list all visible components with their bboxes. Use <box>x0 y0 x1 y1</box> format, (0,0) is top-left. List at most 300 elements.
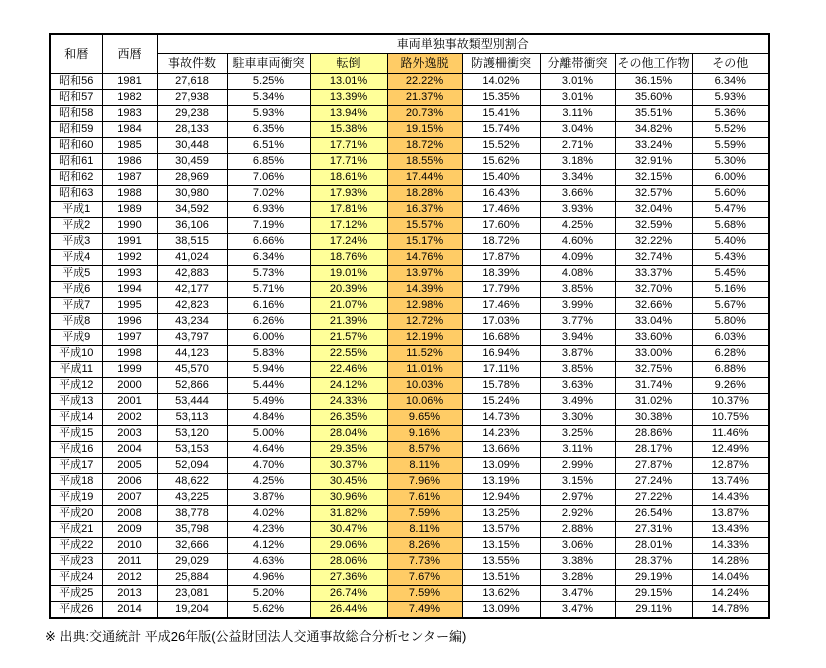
table-row <box>50 106 769 122</box>
table-cell: 5.94% <box>227 362 310 378</box>
table-cell: 32,666 <box>157 538 227 554</box>
table-cell: 5.93% <box>227 106 310 122</box>
table-cell: 17.12% <box>310 218 387 234</box>
header-row-columns <box>50 54 769 74</box>
table-cell: 15.78% <box>462 378 540 394</box>
table-cell: 18.55% <box>387 154 462 170</box>
table-cell: 7.67% <box>387 570 462 586</box>
table-cell: 平成7 <box>50 298 102 314</box>
table-cell: 27.24% <box>615 474 692 490</box>
table-cell: 平成5 <box>50 266 102 282</box>
table-cell: 昭和57 <box>50 90 102 106</box>
table-cell: 42,823 <box>157 298 227 314</box>
table-cell: 8.11% <box>387 522 462 538</box>
table-cell: 27,938 <box>157 90 227 106</box>
table-cell: 5.45% <box>692 266 769 282</box>
table-cell: 6.00% <box>692 170 769 186</box>
table-cell: 52,094 <box>157 458 227 474</box>
table-cell: 1994 <box>102 282 157 298</box>
table-cell: 18.39% <box>462 266 540 282</box>
table-row <box>50 410 769 426</box>
table-cell: 6.85% <box>227 154 310 170</box>
table-row <box>50 266 769 282</box>
table-cell: 3.66% <box>540 186 615 202</box>
table-cell: 5.36% <box>692 106 769 122</box>
table-cell: 平成23 <box>50 554 102 570</box>
table-cell: 28.37% <box>615 554 692 570</box>
table-cell: 1997 <box>102 330 157 346</box>
col-header-other-structures: その他工作物 <box>615 54 692 74</box>
table-cell: 13.09% <box>462 602 540 619</box>
table-row <box>50 330 769 346</box>
table-cell: 3.11% <box>540 442 615 458</box>
table-cell: 11.46% <box>692 426 769 442</box>
table-cell: 14.73% <box>462 410 540 426</box>
table-cell: 15.41% <box>462 106 540 122</box>
table-cell: 5.47% <box>692 202 769 218</box>
table-cell: 3.01% <box>540 74 615 90</box>
table-cell: 13.25% <box>462 506 540 522</box>
table-cell: 3.06% <box>540 538 615 554</box>
table-cell: 昭和58 <box>50 106 102 122</box>
table-cell: 13.87% <box>692 506 769 522</box>
table-cell: 5.00% <box>227 426 310 442</box>
table-cell: 14.43% <box>692 490 769 506</box>
table-cell: 5.25% <box>227 74 310 90</box>
table-cell: 平成22 <box>50 538 102 554</box>
table-cell: 20.39% <box>310 282 387 298</box>
table-cell: 18.76% <box>310 250 387 266</box>
table-cell: 5.49% <box>227 394 310 410</box>
table-cell: 2.97% <box>540 490 615 506</box>
table-row <box>50 218 769 234</box>
table-cell: 昭和60 <box>50 138 102 154</box>
table-cell: 27.22% <box>615 490 692 506</box>
table-cell: 4.63% <box>227 554 310 570</box>
table-cell: 4.09% <box>540 250 615 266</box>
table-cell: 10.06% <box>387 394 462 410</box>
table-cell: 28.86% <box>615 426 692 442</box>
table-cell: 5.68% <box>692 218 769 234</box>
table-cell: 平成19 <box>50 490 102 506</box>
table-cell: 1983 <box>102 106 157 122</box>
table-row <box>50 378 769 394</box>
table-row <box>50 202 769 218</box>
table-cell: 15.17% <box>387 234 462 250</box>
table-cell: 29.35% <box>310 442 387 458</box>
table-row <box>50 554 769 570</box>
table-cell: 昭和59 <box>50 122 102 138</box>
table-cell: 23,081 <box>157 586 227 602</box>
table-cell: 16.68% <box>462 330 540 346</box>
table-cell: 1993 <box>102 266 157 282</box>
table-cell: 35,798 <box>157 522 227 538</box>
table-cell: 1989 <box>102 202 157 218</box>
table-row <box>50 426 769 442</box>
table-cell: 2009 <box>102 522 157 538</box>
table-cell: 30,448 <box>157 138 227 154</box>
table-cell: 3.87% <box>227 490 310 506</box>
header-row-group <box>50 34 769 54</box>
table-cell: 32.70% <box>615 282 692 298</box>
table-cell: 30.37% <box>310 458 387 474</box>
table-cell: 3.01% <box>540 90 615 106</box>
table-cell: 2.71% <box>540 138 615 154</box>
table-cell: 28.06% <box>310 554 387 570</box>
col-header-year: 西暦 <box>102 34 157 74</box>
table-cell: 1986 <box>102 154 157 170</box>
table-row <box>50 234 769 250</box>
table-cell: 7.96% <box>387 474 462 490</box>
table-cell: 4.12% <box>227 538 310 554</box>
table-cell: 13.74% <box>692 474 769 490</box>
table-cell: 5.67% <box>692 298 769 314</box>
table-cell: 27,618 <box>157 74 227 90</box>
table-cell: 12.87% <box>692 458 769 474</box>
table-cell: 7.61% <box>387 490 462 506</box>
table-cell: 6.34% <box>227 250 310 266</box>
table-cell: 12.94% <box>462 490 540 506</box>
table-cell: 昭和62 <box>50 170 102 186</box>
table-cell: 4.02% <box>227 506 310 522</box>
table-cell: 14.76% <box>387 250 462 266</box>
table-cell: 15.52% <box>462 138 540 154</box>
table-cell: 30.96% <box>310 490 387 506</box>
table-cell: 11.52% <box>387 346 462 362</box>
table-cell: 19,204 <box>157 602 227 619</box>
table-cell: 3.87% <box>540 346 615 362</box>
table-cell: 2008 <box>102 506 157 522</box>
table-cell: 33.04% <box>615 314 692 330</box>
table-cell: 1998 <box>102 346 157 362</box>
table-cell: 21.57% <box>310 330 387 346</box>
table-row <box>50 570 769 586</box>
source-note: ※ 出典:交通統計 平成26年版(公益財団法人交通事故総合分析センター編) <box>45 629 467 644</box>
table-cell: 13.51% <box>462 570 540 586</box>
table-cell: 48,622 <box>157 474 227 490</box>
table-cell: 13.39% <box>310 90 387 106</box>
table-cell: 53,113 <box>157 410 227 426</box>
table-cell: 平成4 <box>50 250 102 266</box>
table-row <box>50 522 769 538</box>
table-cell: 14.39% <box>387 282 462 298</box>
table-cell: 2.92% <box>540 506 615 522</box>
table-cell: 5.59% <box>692 138 769 154</box>
table-cell: 7.59% <box>387 506 462 522</box>
table-cell: 3.15% <box>540 474 615 490</box>
table-cell: 1996 <box>102 314 157 330</box>
table-cell: 15.35% <box>462 90 540 106</box>
table-cell: 26.74% <box>310 586 387 602</box>
table-cell: 2014 <box>102 602 157 619</box>
table-cell: 4.64% <box>227 442 310 458</box>
table-cell: 3.93% <box>540 202 615 218</box>
table-cell: 14.02% <box>462 74 540 90</box>
table-row <box>50 538 769 554</box>
accident-type-table <box>49 33 770 619</box>
table-cell: 5.43% <box>692 250 769 266</box>
table-row <box>50 170 769 186</box>
table-cell: 13.66% <box>462 442 540 458</box>
table-cell: 14.24% <box>692 586 769 602</box>
table-cell: 2012 <box>102 570 157 586</box>
col-header-accident-count: 事故件数 <box>157 54 227 74</box>
table-cell: 平成8 <box>50 314 102 330</box>
table-cell: 5.60% <box>692 186 769 202</box>
table-cell: 31.74% <box>615 378 692 394</box>
table-cell: 3.49% <box>540 394 615 410</box>
table-cell: 6.35% <box>227 122 310 138</box>
table-cell: 1987 <box>102 170 157 186</box>
table-cell: 18.28% <box>387 186 462 202</box>
col-header-overturn: 転倒 <box>310 54 387 74</box>
table-cell: 17.71% <box>310 154 387 170</box>
table-row <box>50 138 769 154</box>
table-cell: 15.62% <box>462 154 540 170</box>
table-cell: 1984 <box>102 122 157 138</box>
table-cell: 28,133 <box>157 122 227 138</box>
table-cell: 平成21 <box>50 522 102 538</box>
table-cell: 10.37% <box>692 394 769 410</box>
table-cell: 19.15% <box>387 122 462 138</box>
table-cell: 32.74% <box>615 250 692 266</box>
table-cell: 34.82% <box>615 122 692 138</box>
table-cell: 3.85% <box>540 282 615 298</box>
table-cell: 6.28% <box>692 346 769 362</box>
table-cell: 平成24 <box>50 570 102 586</box>
table-cell: 12.19% <box>387 330 462 346</box>
table-cell: 32.91% <box>615 154 692 170</box>
table-cell: 13.57% <box>462 522 540 538</box>
table-cell: 1981 <box>102 74 157 90</box>
table-cell: 1995 <box>102 298 157 314</box>
table-cell: 平成3 <box>50 234 102 250</box>
table-cell: 17.11% <box>462 362 540 378</box>
table-cell: 20.73% <box>387 106 462 122</box>
table-row <box>50 154 769 170</box>
table-cell: 32.04% <box>615 202 692 218</box>
table-cell: 13.94% <box>310 106 387 122</box>
table-cell: 1988 <box>102 186 157 202</box>
table-cell: 10.03% <box>387 378 462 394</box>
table-cell: 平成17 <box>50 458 102 474</box>
table-cell: 26.54% <box>615 506 692 522</box>
table-cell: 13.15% <box>462 538 540 554</box>
table-cell: 昭和56 <box>50 74 102 90</box>
table-cell: 27.31% <box>615 522 692 538</box>
table-cell: 3.77% <box>540 314 615 330</box>
table-cell: 32.15% <box>615 170 692 186</box>
table-cell: 17.81% <box>310 202 387 218</box>
table-cell: 13.62% <box>462 586 540 602</box>
table-cell: 3.18% <box>540 154 615 170</box>
table-cell: 38,515 <box>157 234 227 250</box>
table-cell: 26.35% <box>310 410 387 426</box>
table-cell: 3.04% <box>540 122 615 138</box>
table-cell: 6.00% <box>227 330 310 346</box>
table-cell: 14.78% <box>692 602 769 619</box>
table-cell: 25,884 <box>157 570 227 586</box>
table-cell: 16.37% <box>387 202 462 218</box>
table-cell: 8.57% <box>387 442 462 458</box>
table-cell: 7.73% <box>387 554 462 570</box>
table-cell: 1999 <box>102 362 157 378</box>
table-cell: 平成10 <box>50 346 102 362</box>
table-cell: 1985 <box>102 138 157 154</box>
table-cell: 10.75% <box>692 410 769 426</box>
table-cell: 6.03% <box>692 330 769 346</box>
table-cell: 4.96% <box>227 570 310 586</box>
table-cell: 52,866 <box>157 378 227 394</box>
table-cell: 平成12 <box>50 378 102 394</box>
table-cell: 30,459 <box>157 154 227 170</box>
table-cell: 35.60% <box>615 90 692 106</box>
table-cell: 7.06% <box>227 170 310 186</box>
table-cell: 12.98% <box>387 298 462 314</box>
table-cell: 44,123 <box>157 346 227 362</box>
table-cell: 30.38% <box>615 410 692 426</box>
table-cell: 7.19% <box>227 218 310 234</box>
table-cell: 35.51% <box>615 106 692 122</box>
table-cell: 5.73% <box>227 266 310 282</box>
table-cell: 9.16% <box>387 426 462 442</box>
table-cell: 1990 <box>102 218 157 234</box>
table-cell: 6.16% <box>227 298 310 314</box>
table-cell: 13.97% <box>387 266 462 282</box>
table-cell: 53,444 <box>157 394 227 410</box>
table-cell: 21.37% <box>387 90 462 106</box>
table-cell: 2010 <box>102 538 157 554</box>
table-cell: 29.15% <box>615 586 692 602</box>
table-cell: 6.93% <box>227 202 310 218</box>
table-cell: 13.43% <box>692 522 769 538</box>
table-cell: 7.59% <box>387 586 462 602</box>
table-cell: 4.08% <box>540 266 615 282</box>
table-cell: 14.28% <box>692 554 769 570</box>
table-cell: 昭和61 <box>50 154 102 170</box>
table-cell: 17.79% <box>462 282 540 298</box>
table-cell: 24.33% <box>310 394 387 410</box>
table-cell: 昭和63 <box>50 186 102 202</box>
table-cell: 平成16 <box>50 442 102 458</box>
table-cell: 32.66% <box>615 298 692 314</box>
table-row <box>50 474 769 490</box>
table-cell: 5.52% <box>692 122 769 138</box>
table-cell: 平成13 <box>50 394 102 410</box>
col-header-other: その他 <box>692 54 769 74</box>
table-cell: 5.71% <box>227 282 310 298</box>
table-cell: 9.65% <box>387 410 462 426</box>
table-cell: 4.84% <box>227 410 310 426</box>
table-cell: 36.15% <box>615 74 692 90</box>
table-cell: 平成6 <box>50 282 102 298</box>
table-cell: 30,980 <box>157 186 227 202</box>
table-cell: 1992 <box>102 250 157 266</box>
table-cell: 3.25% <box>540 426 615 442</box>
table-cell: 2001 <box>102 394 157 410</box>
table-cell: 17.03% <box>462 314 540 330</box>
table-cell: 8.26% <box>387 538 462 554</box>
table-cell: 43,797 <box>157 330 227 346</box>
table-cell: 29.19% <box>615 570 692 586</box>
table-cell: 3.94% <box>540 330 615 346</box>
table-row <box>50 298 769 314</box>
table-cell: 33.24% <box>615 138 692 154</box>
table-cell: 17.44% <box>387 170 462 186</box>
table-cell: 平成9 <box>50 330 102 346</box>
table-cell: 22.22% <box>387 74 462 90</box>
table-cell: 12.49% <box>692 442 769 458</box>
table-cell: 2005 <box>102 458 157 474</box>
table-cell: 15.24% <box>462 394 540 410</box>
table-cell: 3.34% <box>540 170 615 186</box>
table-cell: 6.88% <box>692 362 769 378</box>
table-row <box>50 250 769 266</box>
table-cell: 32.57% <box>615 186 692 202</box>
table-cell: 18.61% <box>310 170 387 186</box>
table-cell: 3.99% <box>540 298 615 314</box>
table-row <box>50 490 769 506</box>
table-cell: 平成2 <box>50 218 102 234</box>
table-cell: 2007 <box>102 490 157 506</box>
table-cell: 13.01% <box>310 74 387 90</box>
table-row <box>50 506 769 522</box>
table-row <box>50 586 769 602</box>
table-cell: 14.33% <box>692 538 769 554</box>
table-cell: 5.40% <box>692 234 769 250</box>
table-cell: 29.06% <box>310 538 387 554</box>
col-header-road-departure: 路外逸脱 <box>387 54 462 74</box>
table-row <box>50 74 769 90</box>
table-cell: 3.28% <box>540 570 615 586</box>
col-header-era: 和暦 <box>50 34 102 74</box>
table-cell: 平成15 <box>50 426 102 442</box>
table-cell: 5.83% <box>227 346 310 362</box>
table-cell: 11.01% <box>387 362 462 378</box>
table-cell: 4.25% <box>540 218 615 234</box>
table-cell: 53,153 <box>157 442 227 458</box>
table-cell: 15.38% <box>310 122 387 138</box>
table-cell: 6.66% <box>227 234 310 250</box>
table-cell: 5.16% <box>692 282 769 298</box>
table-cell: 24.12% <box>310 378 387 394</box>
table-cell: 32.75% <box>615 362 692 378</box>
table-cell: 18.72% <box>462 234 540 250</box>
table-cell: 16.94% <box>462 346 540 362</box>
table-row <box>50 90 769 106</box>
table-cell: 53,120 <box>157 426 227 442</box>
table-cell: 平成1 <box>50 202 102 218</box>
table-cell: 17.60% <box>462 218 540 234</box>
table-cell: 2000 <box>102 378 157 394</box>
table-cell: 1982 <box>102 90 157 106</box>
table-cell: 38,778 <box>157 506 227 522</box>
table-cell: 6.51% <box>227 138 310 154</box>
table-cell: 12.72% <box>387 314 462 330</box>
table-cell: 28.01% <box>615 538 692 554</box>
table-cell: 4.70% <box>227 458 310 474</box>
table-cell: 4.60% <box>540 234 615 250</box>
table-cell: 29,238 <box>157 106 227 122</box>
table-cell: 21.39% <box>310 314 387 330</box>
table-cell: 28.17% <box>615 442 692 458</box>
table-cell: 30.47% <box>310 522 387 538</box>
table-cell: 17.24% <box>310 234 387 250</box>
table-cell: 18.72% <box>387 138 462 154</box>
table-row <box>50 394 769 410</box>
table-cell: 28,969 <box>157 170 227 186</box>
table-cell: 7.49% <box>387 602 462 619</box>
